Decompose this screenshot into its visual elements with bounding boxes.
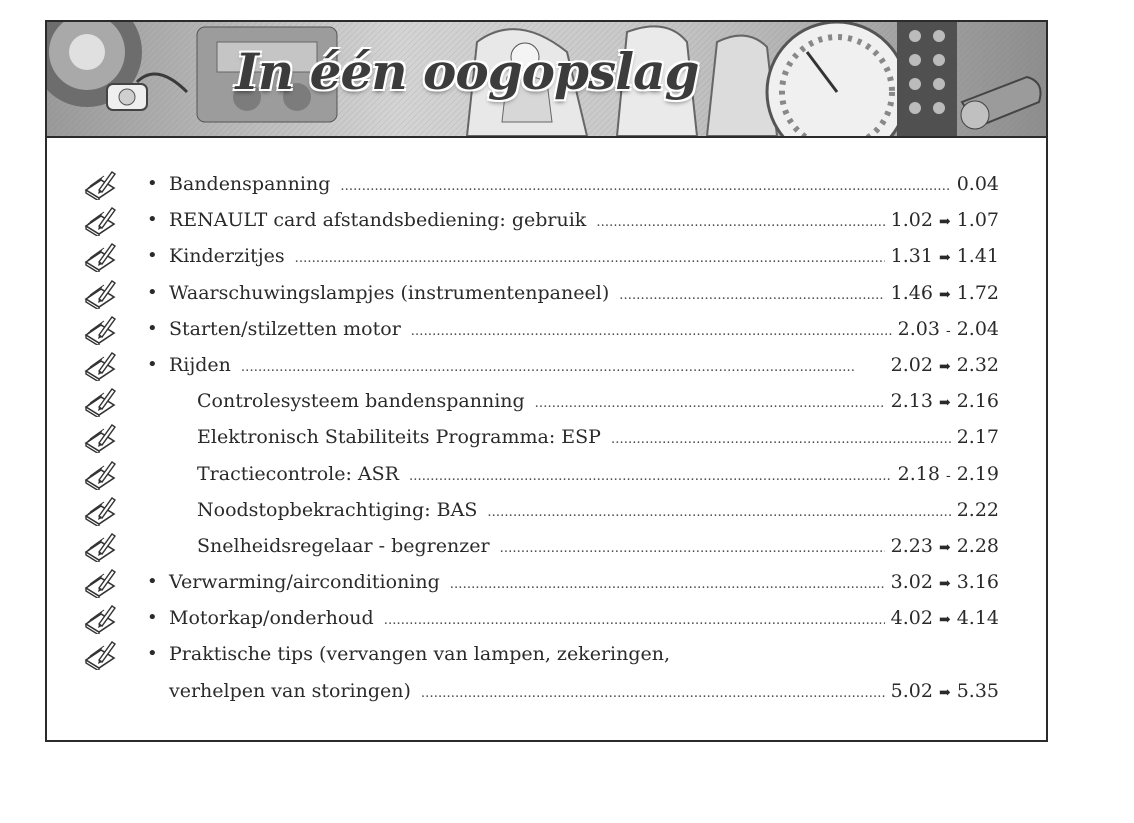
toc-row[interactable] bbox=[47, 383, 1046, 419]
toc-entry[interactable] bbox=[169, 600, 999, 639]
toc-label: Snelheidsregelaar - begrenzer bbox=[197, 534, 490, 557]
page-from: 2.02 bbox=[890, 353, 933, 376]
page-ref bbox=[885, 238, 999, 276]
page-from: 5.02 bbox=[890, 679, 933, 702]
toc-entry[interactable] bbox=[169, 275, 999, 314]
page-from: 2.17 bbox=[956, 426, 999, 449]
dot-leader bbox=[384, 603, 885, 639]
toc-label: RENAULT card afstandsbediening: gebruik bbox=[169, 209, 587, 232]
page-ref bbox=[951, 166, 999, 202]
page-from: 1.46 bbox=[890, 281, 933, 304]
header-banner bbox=[47, 22, 1046, 138]
toc-entry[interactable] bbox=[169, 311, 999, 350]
bullet: • bbox=[147, 643, 158, 665]
dot-leader bbox=[450, 567, 885, 603]
arrow-right-icon: ➡ bbox=[938, 612, 951, 629]
bullet: • bbox=[147, 173, 158, 194]
toc-subentry[interactable] bbox=[197, 383, 999, 422]
toc-row-continued[interactable] bbox=[47, 673, 1046, 709]
bullet: • bbox=[147, 571, 158, 593]
book-pencil-icon bbox=[83, 602, 117, 634]
bullet: • bbox=[147, 209, 158, 231]
page-ref bbox=[885, 275, 999, 313]
toc-row[interactable] bbox=[47, 275, 1046, 311]
toc-label: verhelpen van storingen) bbox=[169, 679, 411, 702]
toc-entry[interactable] bbox=[169, 202, 999, 241]
page-from: 1.31 bbox=[890, 245, 933, 268]
toc-row[interactable] bbox=[47, 456, 1046, 492]
book-pencil-icon bbox=[83, 458, 117, 490]
toc-label: Bandenspanning bbox=[169, 173, 331, 195]
book-pencil-icon bbox=[83, 349, 117, 381]
arrow-right-icon: ➡ bbox=[938, 395, 951, 412]
arrow-right-icon: ➡ bbox=[938, 539, 951, 556]
dot-leader bbox=[409, 459, 892, 495]
page-to: 1.41 bbox=[956, 245, 999, 268]
toc-row[interactable] bbox=[47, 202, 1046, 238]
toc-list bbox=[47, 166, 1046, 709]
toc-label: Tractiecontrole: ASR bbox=[197, 462, 399, 485]
toc-label: Noodstopbekrachtiging: BAS bbox=[197, 498, 478, 521]
toc-label: Waarschuwingslampjes (instrumentenpaneel) bbox=[169, 281, 610, 304]
toc-entry[interactable] bbox=[169, 166, 999, 205]
dot-leader bbox=[295, 241, 885, 277]
book-pencil-icon bbox=[83, 385, 117, 417]
toc-label: Elektronisch Stabiliteits Programma: ESP bbox=[197, 426, 601, 449]
bullet: • bbox=[147, 353, 158, 375]
dot-leader bbox=[535, 386, 885, 422]
page-ref bbox=[885, 383, 999, 421]
book-pencil-icon bbox=[83, 638, 117, 670]
toc-subentry[interactable] bbox=[197, 456, 999, 495]
page-ref bbox=[885, 202, 999, 240]
book-pencil-icon bbox=[83, 421, 117, 453]
dot-leader bbox=[340, 169, 950, 205]
range-separator: - bbox=[945, 467, 951, 484]
toc-label[interactable]: Praktische tips (vervangen van lampen, zekeringen, bbox=[169, 643, 671, 666]
page-from: 1.02 bbox=[890, 209, 933, 232]
dot-leader bbox=[619, 278, 884, 314]
book-pencil-icon bbox=[83, 494, 117, 526]
toc-subentry[interactable] bbox=[197, 419, 999, 458]
arrow-right-icon: ➡ bbox=[938, 286, 951, 303]
toc-label: Kinderzitjes bbox=[169, 245, 285, 268]
book-pencil-icon bbox=[83, 530, 117, 562]
toc-label: Rijden bbox=[169, 353, 231, 376]
toc-row[interactable] bbox=[47, 600, 1046, 636]
dot-leader bbox=[241, 350, 885, 386]
page-from: 2.22 bbox=[956, 498, 999, 521]
page-from: 4.02 bbox=[890, 607, 933, 630]
toc-row[interactable] bbox=[47, 311, 1046, 347]
toc-label: Controlesysteem bandenspanning bbox=[197, 390, 525, 413]
toc-row[interactable] bbox=[47, 419, 1046, 455]
book-pencil-icon bbox=[83, 204, 117, 236]
arrow-right-icon: ➡ bbox=[938, 250, 951, 267]
page-to: 5.35 bbox=[956, 679, 999, 702]
page-to: 3.16 bbox=[956, 571, 999, 594]
page-ref bbox=[885, 528, 999, 566]
bullet: • bbox=[147, 281, 158, 303]
dot-leader bbox=[411, 314, 892, 350]
toc-entry[interactable] bbox=[169, 673, 999, 712]
toc-row[interactable] bbox=[47, 166, 1046, 202]
dot-leader bbox=[487, 495, 950, 531]
page-ref bbox=[885, 600, 999, 638]
page-to: 4.14 bbox=[956, 607, 999, 630]
toc-label: Starten/stilzetten motor bbox=[169, 317, 401, 340]
page-to: 2.04 bbox=[956, 317, 999, 340]
toc-row[interactable] bbox=[47, 492, 1046, 528]
toc-entry[interactable] bbox=[169, 564, 999, 603]
page-ref bbox=[951, 419, 999, 455]
page-to: 2.28 bbox=[956, 534, 999, 557]
bullet: • bbox=[147, 245, 158, 267]
toc-entry[interactable] bbox=[169, 347, 999, 386]
toc-row[interactable] bbox=[47, 564, 1046, 600]
page-to: 2.16 bbox=[956, 390, 999, 413]
page-to: 2.32 bbox=[956, 353, 999, 376]
page-to: 1.72 bbox=[956, 281, 999, 304]
toc-label: Verwarming/airconditioning bbox=[169, 571, 440, 594]
page-ref bbox=[951, 492, 999, 528]
page-ref bbox=[885, 347, 999, 385]
dot-leader bbox=[500, 531, 885, 567]
page-from: 0.04 bbox=[956, 173, 999, 195]
book-pencil-icon bbox=[83, 168, 117, 200]
toc-row[interactable] bbox=[47, 347, 1046, 383]
book-pencil-icon bbox=[83, 240, 117, 272]
book-pencil-icon bbox=[83, 566, 117, 598]
page-to: 2.19 bbox=[956, 462, 999, 485]
page-ref bbox=[892, 456, 999, 494]
warning-lights-drawing bbox=[897, 22, 957, 136]
arrow-right-icon: ➡ bbox=[938, 358, 951, 375]
page-from: 2.13 bbox=[890, 390, 933, 413]
toc-label: Motorkap/onderhoud bbox=[169, 607, 374, 630]
toc-subentry[interactable] bbox=[197, 528, 999, 567]
toc-subentry[interactable] bbox=[197, 492, 999, 531]
page-title: In één oogopslag bbox=[235, 42, 699, 101]
toc-row[interactable] bbox=[47, 528, 1046, 564]
toc-row[interactable] bbox=[47, 238, 1046, 274]
book-pencil-icon bbox=[83, 313, 117, 345]
arrow-right-icon: ➡ bbox=[938, 214, 951, 231]
dot-leader bbox=[421, 676, 885, 712]
bullet: • bbox=[147, 607, 158, 629]
page-ref bbox=[885, 564, 999, 602]
toc-row[interactable] bbox=[47, 636, 1046, 672]
page-frame bbox=[45, 20, 1048, 742]
page-from: 3.02 bbox=[890, 571, 933, 594]
range-separator: - bbox=[945, 322, 951, 339]
page-from: 2.03 bbox=[897, 317, 940, 340]
bullet: • bbox=[147, 317, 158, 339]
dot-leader bbox=[611, 422, 951, 458]
arrow-right-icon: ➡ bbox=[938, 576, 951, 593]
arrow-right-icon: ➡ bbox=[938, 684, 951, 701]
page-ref bbox=[892, 311, 999, 349]
page-ref bbox=[885, 673, 999, 711]
page-from: 2.18 bbox=[897, 462, 940, 485]
page-from: 2.23 bbox=[890, 534, 933, 557]
page-to: 1.07 bbox=[956, 209, 999, 232]
dot-leader bbox=[596, 205, 884, 241]
toc-entry[interactable] bbox=[169, 238, 999, 277]
book-pencil-icon bbox=[83, 277, 117, 309]
